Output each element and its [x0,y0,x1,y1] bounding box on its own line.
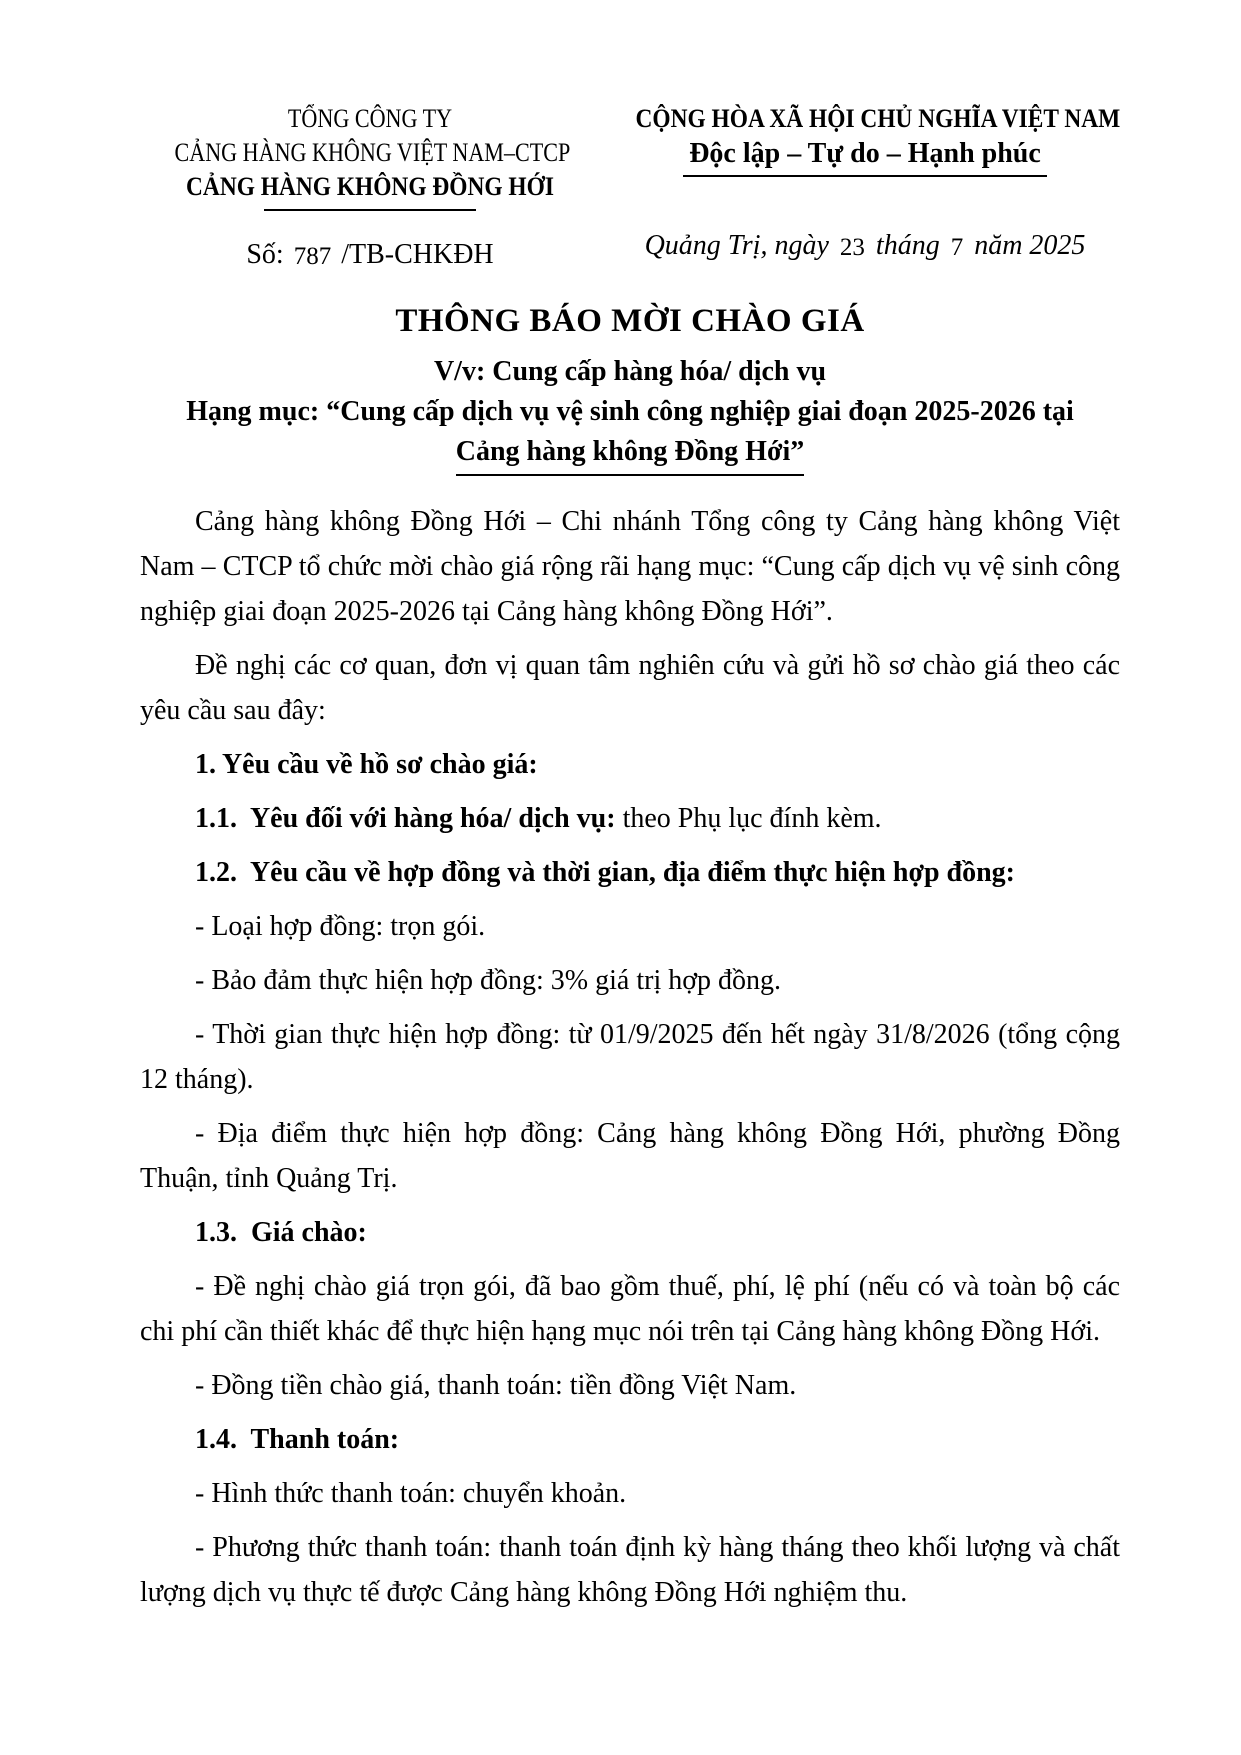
issuer-parent-org: TỔNG CÔNG TY [287,104,453,133]
notice-subject: V/v: Cung cấp hàng hóa/ dịch vụ [433,356,827,387]
body-paragraph: - Địa điểm thực hiện hợp đồng: Cảng hàng không Đồng Hới, phường Đồng Thuận, tỉnh Quảng Trị. [140,1118,1120,1194]
body-paragraph: 1. Yêu cầu về hồ sơ chào giá: [195,749,538,780]
body-paragraph: 1.2. Yêu cầu về hợp đồng và thời gian, địa điểm thực hiện hợp đồng: [195,857,1015,888]
document-number [140,238,600,273]
document-number-prefix: Số: [246,239,284,270]
body-paragraph: - Thời gian thực hiện hợp đồng: từ 01/9/2025 đến hết ngày 31/8/2026 (tổng cộng 12 tháng). [140,1019,1120,1095]
body-paragraph: - Bảo đảm thực hiện hợp đồng: 3% giá trị hợp đồng. [195,965,782,996]
notice-item-line2: Cảng hàng không Đồng Hới” [456,432,805,476]
issuer-org: CẢNG HÀNG KHÔNG VIỆT NAM–CTCP [174,138,571,167]
notice-item-line1: Hạng mục: “Cung cấp dịch vụ vệ sinh công nghiệp giai đoạn 2025-2026 tại [186,396,1074,427]
date-year: năm 2025 [974,230,1086,261]
document-number-value: 787 [293,243,332,270]
notice-title: THÔNG BÁO MỜI CHÀO GIÁ [395,303,865,339]
body-paragraph: - Loại hợp đồng: trọn gói. [195,911,486,942]
issuer-unit: CẢNG HÀNG KHÔNG ĐỒNG HỚI [186,172,554,201]
title-block [140,299,1120,476]
issuer-divider [264,209,476,211]
body-paragraph: - Đồng tiền chào giá, thanh toán: tiền đồng Việt Nam. [195,1370,797,1401]
national-name: CỘNG HÒA XÃ HỘI CHỦ NGHĨA VIỆT NAM [635,104,1121,133]
issuer-block [140,102,600,273]
body-paragraph: - Đề nghị chào giá trọn gói, đã bao gồm thuế, phí, lệ phí (nếu có và toàn bộ các chi phí cần thiết khác để thực hiện hạng mục nói trên tại Cảng hàng không Đồng Hới. [140,1271,1120,1347]
document-number-suffix: /TB-CHKĐH [341,239,494,270]
document-body [140,499,1120,1615]
body-paragraph: 1.1. Yêu đối với hàng hóa/ dịch vụ: theo Phụ lục đính kèm. [195,803,882,834]
date-mid: tháng [875,230,940,261]
body-paragraph: Đề nghị các cơ quan, đơn vị quan tâm nghiên cứu và gửi hồ sơ chào giá theo các yêu cầu sau đây: [140,650,1120,726]
body-paragraph: 1.3. Giá chào: [195,1217,367,1248]
date-prefix: Quảng Trị, ngày [644,230,829,261]
body-paragraph: 1.4. Thanh toán: [195,1424,400,1455]
date-line [610,229,1120,264]
national-motto: Độc lập – Tự do – Hạnh phúc [683,136,1047,177]
body-paragraph: - Phương thức thanh toán: thanh toán định kỳ hàng tháng theo khối lượng và chất lượng dịch vụ thực tế được Cảng hàng không Đồng Hới nghiệm thu. [140,1532,1120,1608]
document-header [140,102,1120,273]
date-month: 7 [950,234,964,261]
date-day: 23 [839,234,865,261]
body-paragraph: Cảng hàng không Đồng Hới – Chi nhánh Tổng công ty Cảng hàng không Việt Nam – CTCP tổ chức mời chào giá rộng rãi hạng mục: “Cung cấp dịch vụ vệ sinh công nghiệp giai đoạn 2025-2026 tại Cảng hàng không Đồng Hới”. [140,506,1120,627]
body-paragraph: - Hình thức thanh toán: chuyển khoản. [195,1478,627,1509]
national-header-block [610,102,1120,264]
